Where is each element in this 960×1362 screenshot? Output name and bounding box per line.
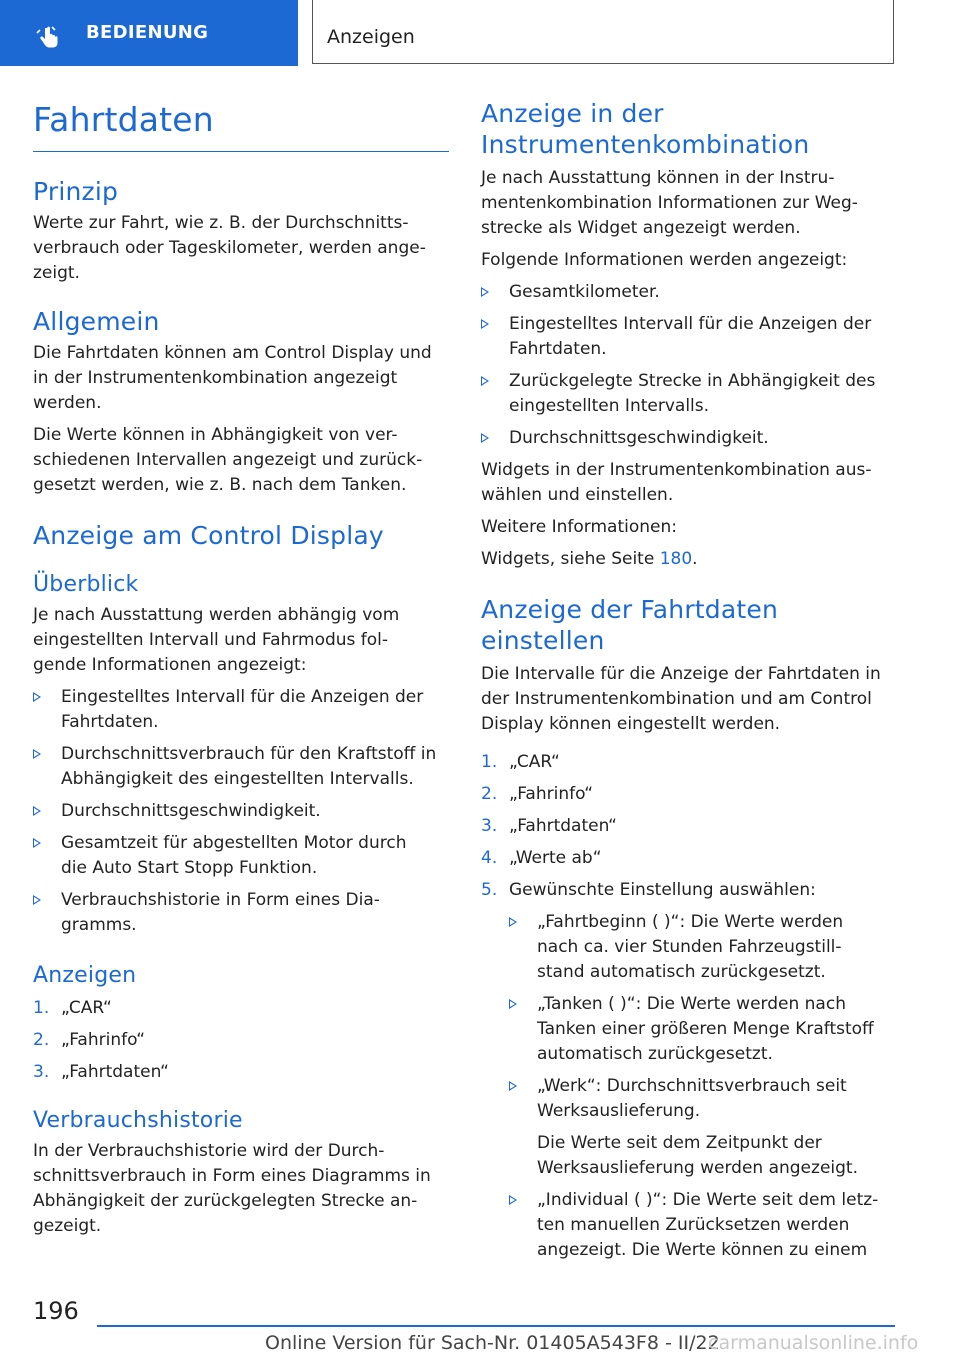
step-item: 3. „Fahrtdaten“ — [481, 816, 617, 836]
heading-verbrauchshistorie: Verbrauchshistorie — [33, 1108, 243, 1133]
heading-ueberblick: Überblick — [33, 572, 139, 597]
instrument-text-4: Weitere Informationen: — [481, 517, 677, 537]
option-item: „Tanken ( )“: Die Werte werden nach Tanken einer größeren Menge Kraftstoff automatisch zurückgesetzt. — [509, 992, 897, 1067]
list-item: Verbrauchshistorie in Form eines Dia- gramms. — [33, 888, 449, 938]
instrument-text-2: Folgende Informationen werden angezeigt: — [481, 250, 848, 270]
chapter-title: Anzeigen — [327, 26, 415, 48]
step-item: 2. „Fahrinfo“ — [33, 1030, 146, 1050]
heading-einstellen: Anzeige der Fahrtdaten einstellen — [481, 595, 779, 655]
instrument-text-1: Je nach Ausstattung können in der Instru- mentenkombination Informationen zur Weg- strecke als Widget angezeigt werden. — [481, 168, 858, 238]
triangle-bullet-icon — [509, 1195, 517, 1205]
triangle-bullet-icon — [33, 895, 41, 905]
triangle-bullet-icon — [481, 376, 489, 386]
triangle-bullet-icon — [33, 838, 41, 848]
list-item: Durchschnittsverbrauch für den Kraftstoff in Abhängigkeit des eingestellten Intervalls. — [33, 742, 449, 792]
option-item: „Individual ( )“: Die Werte seit dem letz- ten manuellen Zurücksetzen werden angezeigt. Die Werte können zu einem — [509, 1188, 897, 1263]
setting-options — [509, 910, 897, 1263]
verbrauchshistorie-text: In der Verbrauchshistorie wird der Durch- schnittsverbrauch in Form eines Diagramms in Abhängigkeit der zurückgelegten Strecke an- gezeigt. — [33, 1141, 431, 1236]
heading-instrument: Anzeige in der Instrumentenkombination — [481, 99, 810, 159]
hand-pointer-icon — [36, 25, 62, 51]
triangle-bullet-icon — [509, 917, 517, 927]
prinzip-text: Werte zur Fahrt, wie z. B. der Durchschnitts- verbrauch oder Tageskilometer, werden ange- zeigt. — [33, 213, 426, 283]
ueberblick-list — [33, 685, 449, 938]
list-item: Gesamtzeit für abgestellten Motor durch die Auto Start Stopp Funktion. — [33, 831, 449, 881]
triangle-bullet-icon — [33, 806, 41, 816]
triangle-bullet-icon — [481, 433, 489, 443]
heading-prinzip: Prinzip — [33, 177, 119, 206]
page-number: 196 — [33, 1297, 79, 1325]
option-item: „Fahrtbeginn ( )“: Die Werte werden nach ca. vier Stunden Fahrzeugstill- stand automatisch zurückgesetzt. — [509, 910, 897, 985]
option-item: „Werk“: Durchschnittsverbrauch seit Werksauslieferung. Die Werte seit dem Zeitpunkt der Werksauslieferung werden angezeigt. — [509, 1074, 897, 1181]
list-item: Zurückgelegte Strecke in Abhängigkeit des eingestellten Intervalls. — [481, 369, 897, 419]
triangle-bullet-icon — [33, 749, 41, 759]
triangle-bullet-icon — [509, 1081, 517, 1091]
section-tab — [0, 0, 298, 66]
page-title: Fahrtdaten — [33, 100, 449, 152]
list-item: Durchschnittsgeschwindigkeit. — [481, 426, 897, 451]
triangle-bullet-icon — [509, 999, 517, 1009]
ueberblick-text: Je nach Ausstattung werden abhängig vom eingestellten Intervall und Fahrmodus fol- gende Informationen angezeigt: — [33, 605, 400, 675]
list-item: Eingestelltes Intervall für die Anzeigen der Fahrtdaten. — [33, 685, 449, 735]
step-item: 2. „Fahrinfo“ — [481, 784, 594, 804]
left-column — [33, 100, 449, 1239]
list-item: Gesamtkilometer. — [481, 280, 897, 305]
page-header — [0, 0, 960, 66]
chapter-box — [312, 0, 894, 64]
triangle-bullet-icon — [481, 319, 489, 329]
step-item: 1. „CAR“ — [33, 998, 112, 1018]
instrument-text-3: Widgets in der Instrumentenkombination aus- wählen und einstellen. — [481, 460, 872, 505]
instrument-list — [481, 280, 897, 451]
step-item: 3. „Fahrtdaten“ — [33, 1062, 169, 1082]
allgemein-text-2: Die Werte können in Abhängigkeit von ver- schiedenen Intervallen angezeigt und zurück- gesetzt werden, wie z. B. nach dem Tanken. — [33, 425, 423, 495]
step-item: 4. „Werte ab“ — [481, 848, 602, 868]
section-label: BEDIENUNG — [86, 22, 209, 43]
triangle-bullet-icon — [481, 287, 489, 297]
heading-control-display: Anzeige am Control Display — [33, 521, 384, 550]
heading-anzeigen: Anzeigen — [33, 963, 137, 988]
watermark: carmanualsonline.info — [708, 1332, 919, 1354]
einstellen-text: Die Intervalle für die Anzeige der Fahrtdaten in der Instrumentenkombination und am Control Display können eingestellt werden. — [481, 664, 881, 734]
heading-allgemein: Allgemein — [33, 307, 160, 336]
footer-divider — [97, 1325, 895, 1327]
anzeigen-steps — [33, 996, 449, 1085]
triangle-bullet-icon — [33, 692, 41, 702]
right-column — [481, 98, 897, 1263]
list-item: Durchschnittsgeschwindigkeit. — [33, 799, 449, 824]
footer-text: Online Version für Sach-Nr. 01405A543F8 - II/22 — [265, 1332, 720, 1354]
instrument-text-5: Widgets, siehe Seite 180. — [481, 549, 698, 569]
step-item: 1. „CAR“ — [481, 752, 560, 772]
page-link[interactable]: 180 — [659, 549, 693, 569]
allgemein-text-1: Die Fahrtdaten können am Control Display und in der Instrumentenkombination angezeigt werden. — [33, 343, 432, 413]
step-item: 5. Gewünschte Einstellung auswählen: „Fahrtbeginn ( )“: Die Werte werden nach ca. vier Stunden Fahrzeugstill- stand automatisch zurückgesetzt. „Tanken ( )“: Die Werte werden nach Tanken einer größeren Menge Kraftstoff automatisch zurückgesetzt. „Werk“: Durchschnittsverbrauch seit Werksauslieferung. Die Werte seit dem Zeitpunkt der Werksauslieferung werden angezeigt. „Individual ( )“: Die Werte seit dem letz- ten manuellen Zurücksetzen werden angezeigt. Die Werte können zu einem — [481, 878, 897, 1263]
einstellen-steps — [481, 750, 897, 1263]
list-item: Eingestelltes Intervall für die Anzeigen der Fahrtdaten. — [481, 312, 897, 362]
option-note: Die Werte seit dem Zeitpunkt der Werksauslieferung werden angezeigt. — [537, 1133, 858, 1178]
